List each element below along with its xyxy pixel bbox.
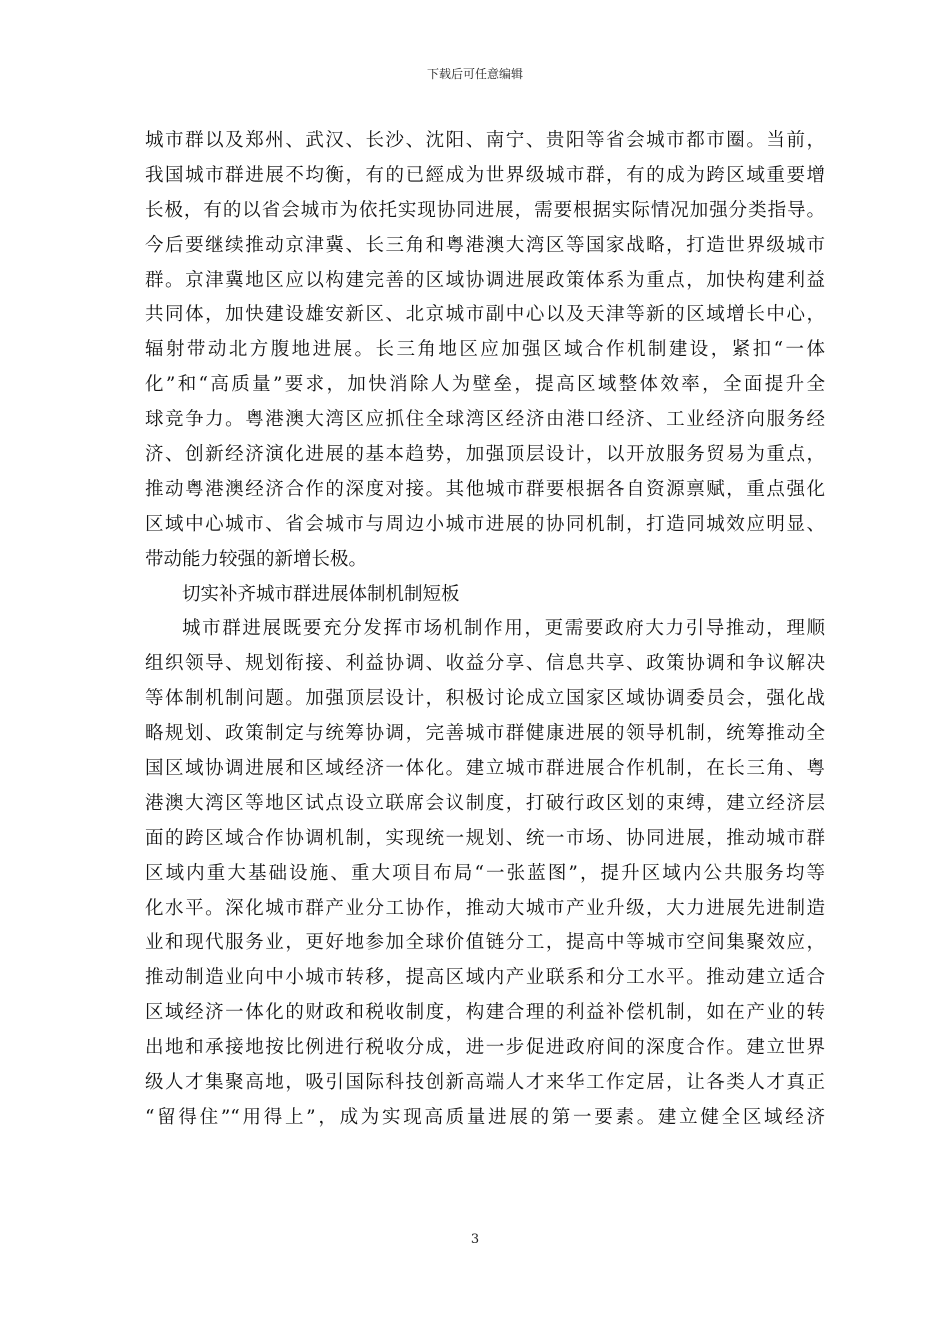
text-line: 城市群以及郑州、武汉、长沙、沈阳、南宁、贵阳等省会城市都市圈。当前， [145,130,825,151]
text-line: 辐射带动北方腹地进展。长三角地区应加强区域合作机制建设，紧扣“一体 [145,339,825,361]
text-line: 区域经济一体化的财政和税收制度，构建合理的利益补偿机制，如在产业的转 [145,1002,825,1024]
text-line: 带动能力较强的新增长极。 [145,548,368,570]
text-line: 推动粤港澳经济合作的深度对接。其他城市群要根据各自资源禀赋，重点强化 [145,478,825,500]
text-line: 区域内重大基础设施、重大项目布局“一张蓝图”，提升区域内公共服务均等 [145,862,825,884]
text-line: 国区域协调进展和区域经济一体化。建立城市群进展合作机制，在长三角、粤 [145,758,825,780]
text-line: 我国城市群进展不均衡，有的已經成为世界级城市群，有的成为跨区域重要增 [145,164,825,186]
text-line: 化水平。深化城市群产业分工协作，推动大城市产业升级，大力进展先进制造 [145,897,825,919]
text-line: 港澳大湾区等地区试点设立联席会议制度，打破行政区划的束缚，建立经济层 [145,792,825,814]
text-line: 级人才集聚高地，吸引国际科技创新高端人才来华工作定居，让各类人才真正 [145,1072,825,1094]
text-line: 组织领导、规划衔接、利益协调、收益分享、信息共享、政策协调和争议解决 [145,653,825,675]
text-line: 长极，有的以省会城市为依托实现协同进展，需要根据实际情况加强分类指导。 [145,199,825,221]
section-heading: 切实补齐城市群进展体制机制短板 [182,583,460,605]
document-body [145,124,825,1136]
text-line: 业和现代服务业，更好地参加全球价值链分工，提高中等城市空间集聚效应， [145,932,825,954]
text-line: 略规划、政策制定与统筹协调，完善城市群健康进展的领导机制，统筹推动全 [145,723,825,745]
text-line: 等体制机制问题。加强顶层设计，积极讨论成立国家区域协调委员会，强化战 [145,688,825,710]
text-line: 出地和承接地按比例进行税收分成，进一步促进政府间的深度合作。建立世界 [145,1037,825,1059]
text-line: 区域中心城市、省会城市与周边小城市进展的协同机制，打造同城效应明显、 [145,513,825,535]
text-line: 群。京津冀地区应以构建完善的区域协调进展政策体系为重点，加快构建利益 [145,269,825,291]
text-line: 面的跨区域合作协调机制，实现统一规划、统一市场、协同进展，推动城市群 [145,827,825,849]
text-line: 推动制造业向中小城市转移，提高区域内产业联系和分工水平。推动建立适合 [145,967,825,989]
text-line: 今后要继续推动京津冀、长三角和粤港澳大湾区等国家战略，打造世界级城市 [145,234,825,256]
text-line: 共同体，加快建设雄安新区、北京城市副中心以及天津等新的区域增长中心， [145,304,825,326]
text-line: 济、创新经济演化进展的基本趋势，加强顶层设计，以开放服务贸易为重点， [145,444,825,466]
page-header: 下载后可任意编辑 [426,67,523,81]
text-line: 化”和“高质量”要求，加快消除人为壁垒，提高区域整体效率，全面提升全 [145,374,825,396]
text-line: 城市群进展既要充分发挥市场机制作用，更需要政府大力引导推动，理顺 [182,618,825,640]
text-line: “留得住”“用得上”，成为实现高质量进展的第一要素。建立健全区域经济 [145,1106,825,1128]
page-number: 3 [470,1232,480,1247]
text-line: 球竞争力。粤港澳大湾区应抓住全球湾区经济由港口经济、工业经济向服务经 [145,409,825,431]
